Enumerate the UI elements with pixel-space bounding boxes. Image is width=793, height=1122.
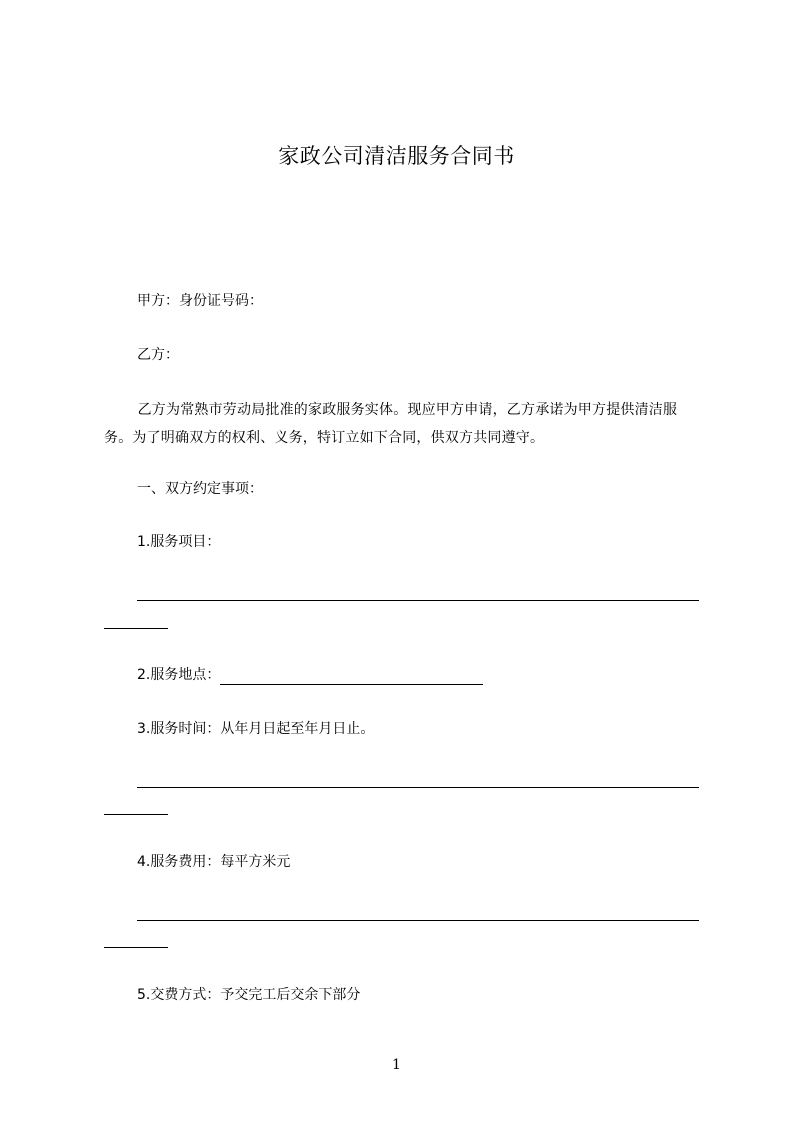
document-title: 家政公司清洁服务合同书	[278, 144, 515, 168]
payment-method-line: 5.交费方式：予交完工后交余下部分	[137, 987, 361, 1003]
service-fee-blank-line	[137, 920, 699, 921]
service-location-label: 2.服务地点：	[137, 667, 221, 683]
service-items-blank-continuation	[104, 628, 168, 629]
party-b-line: 乙方：	[137, 347, 179, 363]
service-fee-line: 4.服务费用：每平方米元	[137, 854, 291, 870]
service-fee-blank-continuation	[104, 947, 168, 948]
intro-paragraph: 乙方为常熟市劳动局批准的家政服务实体。现应甲方申请，乙方承诺为甲方提供清洁服务。为了明确双方的权利、义务，特订立如下合同，供双方共同遵守。	[104, 402, 678, 446]
service-time-blank-line	[137, 787, 699, 788]
service-items-blank-line	[137, 600, 699, 601]
service-time-blank-continuation	[104, 814, 168, 815]
party-a-line: 甲方：身份证号码：	[137, 293, 263, 309]
page-number: 1	[392, 1057, 401, 1073]
service-items-label: 1.服务项目：	[137, 534, 221, 550]
service-time-line: 3.服务时间：从年月日起至年月日止。	[137, 721, 375, 737]
service-location-row	[137, 665, 483, 685]
service-location-blank	[220, 671, 483, 685]
section-heading: 一、双方约定事项：	[137, 481, 263, 497]
